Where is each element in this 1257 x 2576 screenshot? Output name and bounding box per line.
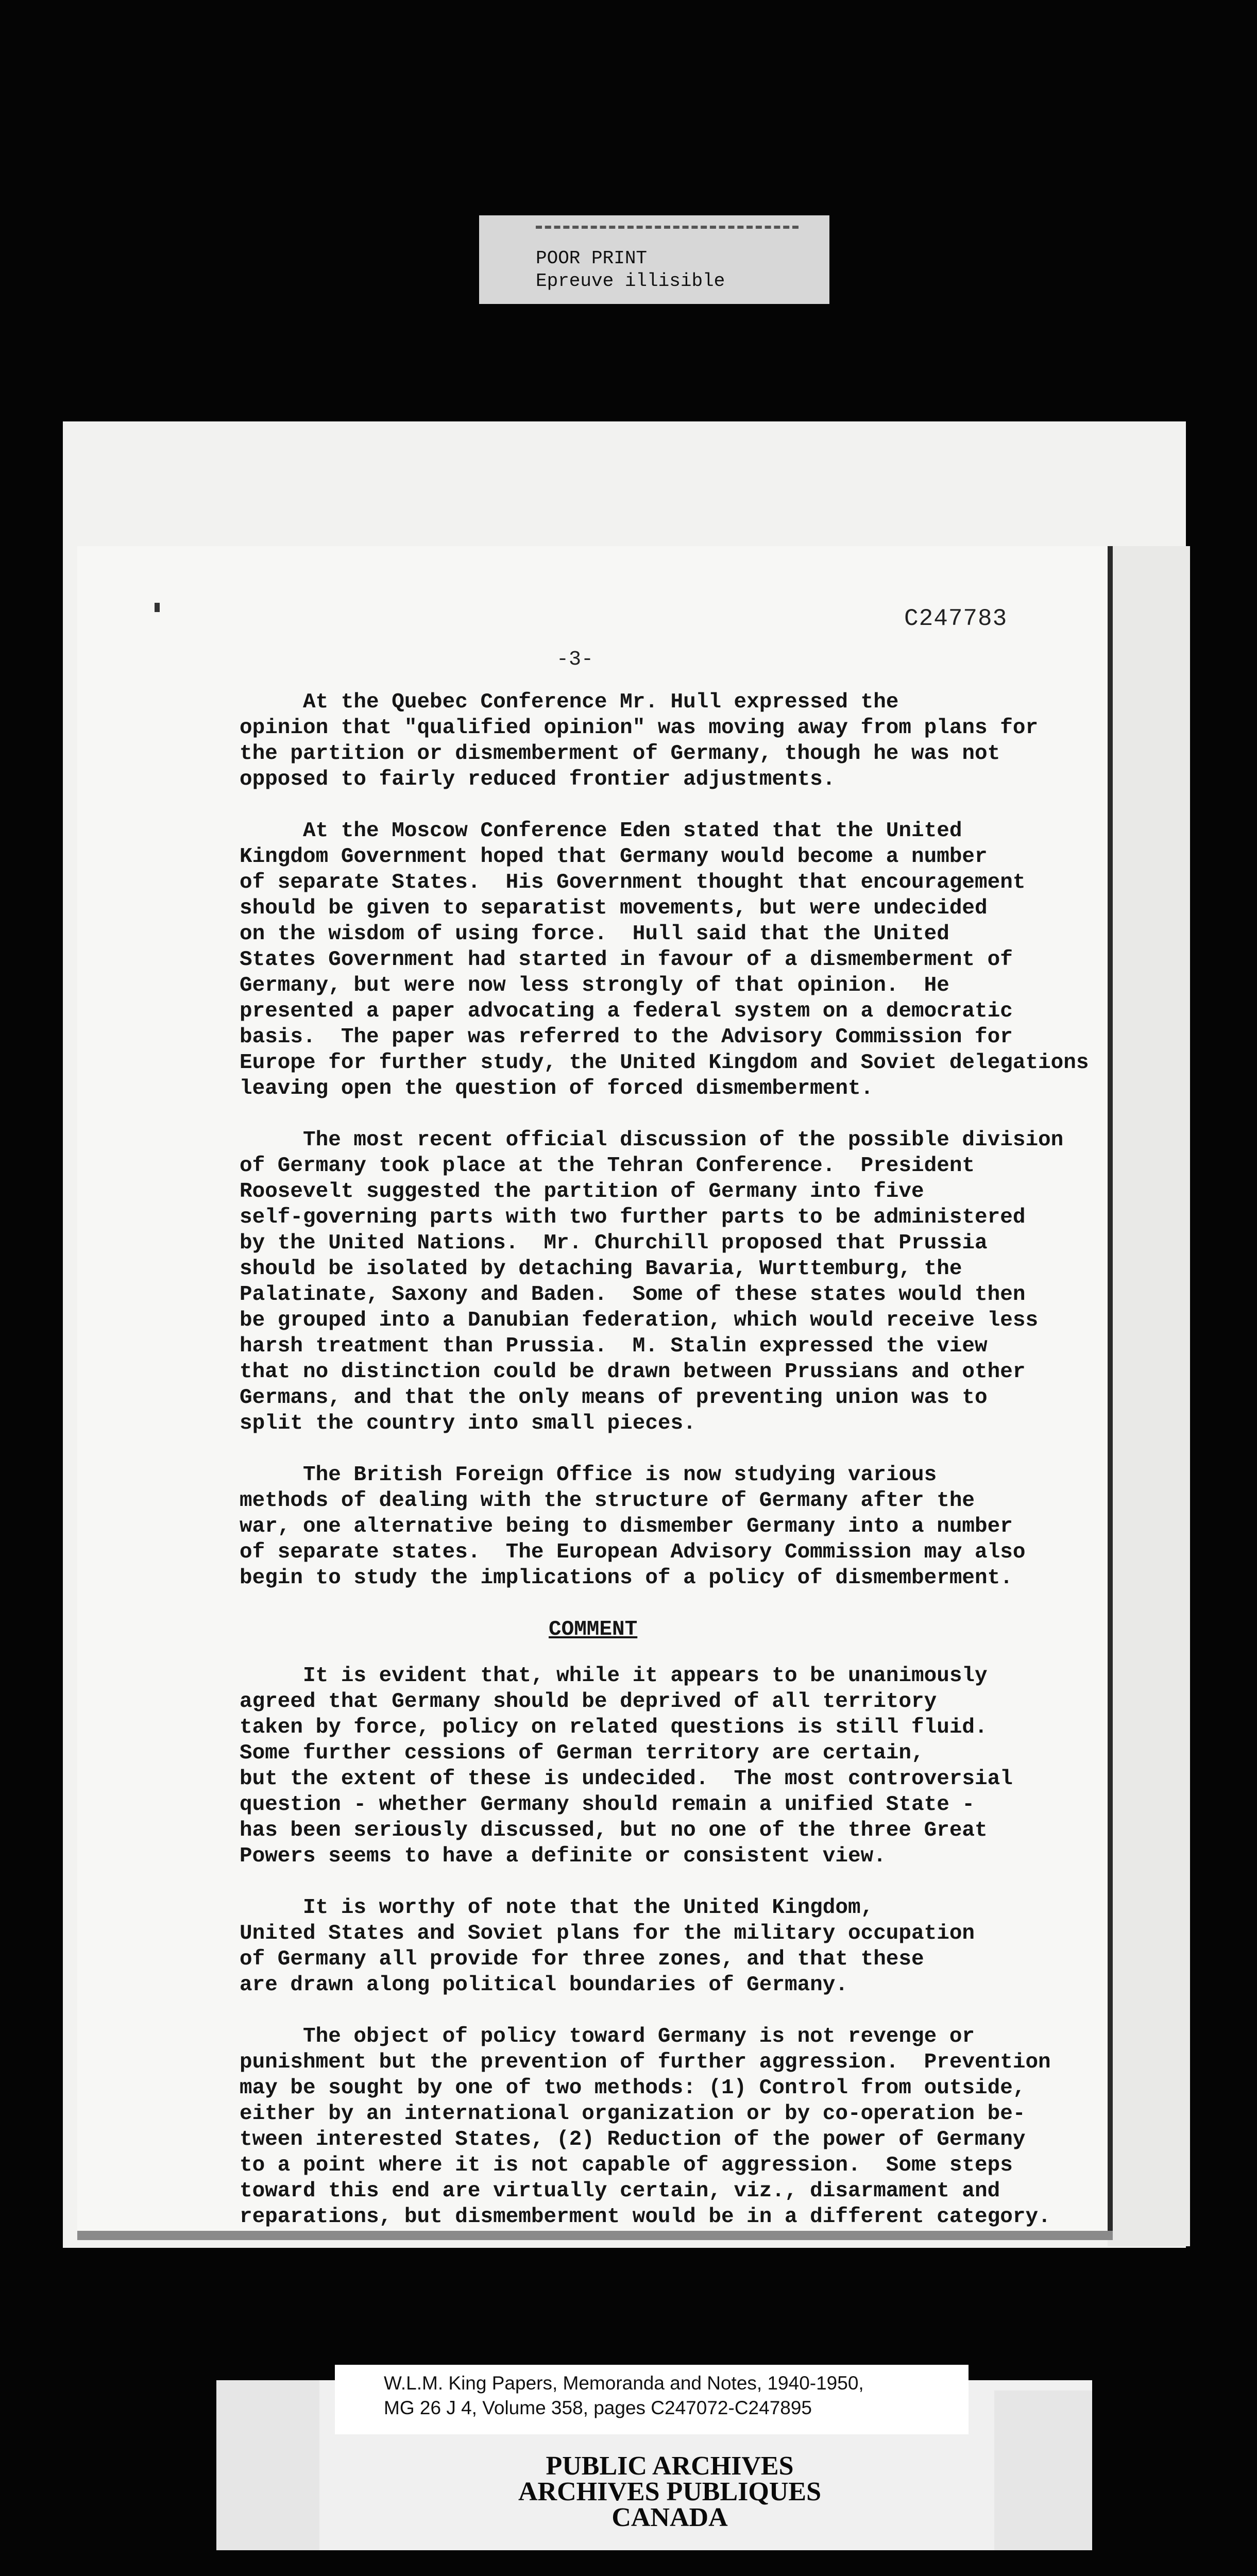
paragraph-tehran [240,1127,1115,1436]
text-line: Roosevelt suggested the partition of Germany into five [240,1180,924,1204]
text-line: Kingdom Government hoped that Germany would become a number [240,845,988,869]
archive-label-left-tab [216,2380,319,2550]
text-line: to a point where it is not capable of aggression. Some steps [240,2154,1013,2177]
poor-print-line-1: POOR PRINT [536,248,648,269]
backing-sheet-edge [1108,546,1190,2246]
text-line: United States and Soviet plans for the military occupation [240,1922,975,1945]
text-line: tween interested States, (2) Reduction of the power of Germany [240,2128,1026,2151]
page-number: -3- [556,648,594,671]
text-line: States Government had started in favour of a dismemberment of [240,948,1013,972]
text-line: by the United Nations. Mr. Churchill proposed that Prussia [240,1231,988,1255]
paragraph-moscow [240,818,1115,1101]
text-line: punishment but the prevention of further aggression. Prevention [240,2050,1051,2074]
text-line: the partition or dismemberment of Germany, though he was not [240,742,1000,766]
text-line: of separate states. The European Advisory Commission may also [240,1540,1026,1564]
text-line: Some further cessions of German territory are certain, [240,1741,924,1765]
paragraph-comment-1 [240,1663,1115,1869]
text-line: on the wisdom of using force. Hull said that the United [240,922,949,946]
text-line: basis. The paper was referred to the Advisory Commission for [240,1025,1013,1049]
text-line: self-governing parts with two further parts to be administered [240,1206,1026,1229]
text-line: The British Foreign Office is now studying various [240,1463,937,1487]
text-line: should be given to separatist movements, but were undecided [240,896,988,920]
archive-caption-line-1: W.L.M. King Papers, Memoranda and Notes, 1940-1950, [384,2372,864,2394]
comment-heading: COMMENT [549,1618,638,1641]
poor-print-label [479,215,829,304]
ink-mark [155,603,160,612]
text-line: question - whether Germany should remain a unified State - [240,1793,975,1817]
text-line: Powers seems to have a definite or consistent view. [240,1844,886,1868]
archive-caption [335,2365,969,2434]
text-line: Germans, and that the only means of preventing union was to [240,1386,988,1410]
text-line: Palatinate, Saxony and Baden. Some of these states would then [240,1283,1026,1307]
text-line: war, one alternative being to dismember Germany into a number [240,1515,1013,1538]
text-line: be grouped into a Danubian federation, which would receive less [240,1309,1039,1332]
document-number: C247783 [904,605,1008,632]
text-line: It is evident that, while it appears to be unanimously [240,1664,988,1688]
text-line: taken by force, policy on related questions is still fluid. [240,1716,988,1739]
text-line: either by an international organization or by co-operation be- [240,2102,1026,2126]
paragraph-quebec [240,689,1115,792]
archive-stamp [448,2453,891,2531]
text-line: agreed that Germany should be deprived of all territory [240,1690,937,1714]
archive-label-right-tab [994,2391,1092,2550]
paragraph-comment-3 [240,2024,1115,2230]
paragraph-foreign-office [240,1462,1115,1591]
text-line: toward this end are virtually certain, viz., disarmament and [240,2179,1000,2203]
text-line: are drawn along political boundaries of Germany. [240,1973,848,1997]
archive-stamp-line-1: PUBLIC ARCHIVES [546,2451,794,2481]
text-line: of Germany took place at the Tehran Conference. President [240,1154,975,1178]
text-line: It is worthy of note that the United Kingdom, [240,1896,874,1920]
text-line: At the Moscow Conference Eden stated that the United [240,819,962,843]
text-line: begin to study the implications of a policy of dismemberment. [240,1566,1013,1590]
text-line: of separate States. His Government thought that encouragement [240,871,1026,894]
text-line: presented a paper advocating a federal system on a democratic [240,999,1013,1023]
text-line: leaving open the question of forced dismemberment. [240,1077,874,1100]
text-line: At the Quebec Conference Mr. Hull expressed the [240,690,899,714]
text-line: may be sought by one of two methods: (1) Control from outside, [240,2076,1026,2100]
text-line: reparations, but dismemberment would be in a different category. [240,2205,1051,2229]
archive-stamp-line-3: CANADA [611,2503,728,2532]
text-line: The object of policy toward Germany is not revenge or [240,2025,975,2048]
text-line: has been seriously discussed, but no one of the three Great [240,1819,988,1842]
text-line: The most recent official discussion of the possible division [240,1128,1064,1152]
text-line: Europe for further study, the United Kingdom and Soviet delegations [240,1051,1089,1075]
text-line: of Germany all provide for three zones, and that these [240,1947,924,1971]
text-line: should be isolated by detaching Bavaria, Wurttemburg, the [240,1257,962,1281]
text-line: opposed to fairly reduced frontier adjustments. [240,768,836,791]
archive-stamp-line-2: ARCHIVES PUBLIQUES [518,2477,822,2506]
paragraph-comment-2 [240,1895,1115,1998]
text-line: methods of dealing with the structure of Germany after the [240,1489,975,1513]
text-line: that no distinction could be drawn between Prussians and other [240,1360,1026,1384]
text-line: split the country into small pieces. [240,1412,696,1435]
text-line: Germany, but were now less strongly of that opinion. He [240,974,949,997]
text-line: opinion that "qualified opinion" was moving away from plans for [240,716,1039,740]
archive-caption-line-2: MG 26 J 4, Volume 358, pages C247072-C247895 [384,2397,812,2418]
document-body [240,689,1115,2256]
poor-print-line-2: Epreuve illisible [536,270,725,292]
text-line: harsh treatment than Prussia. M. Stalin expressed the view [240,1334,988,1358]
text-line: but the extent of these is undecided. The most controversial [240,1767,1013,1791]
